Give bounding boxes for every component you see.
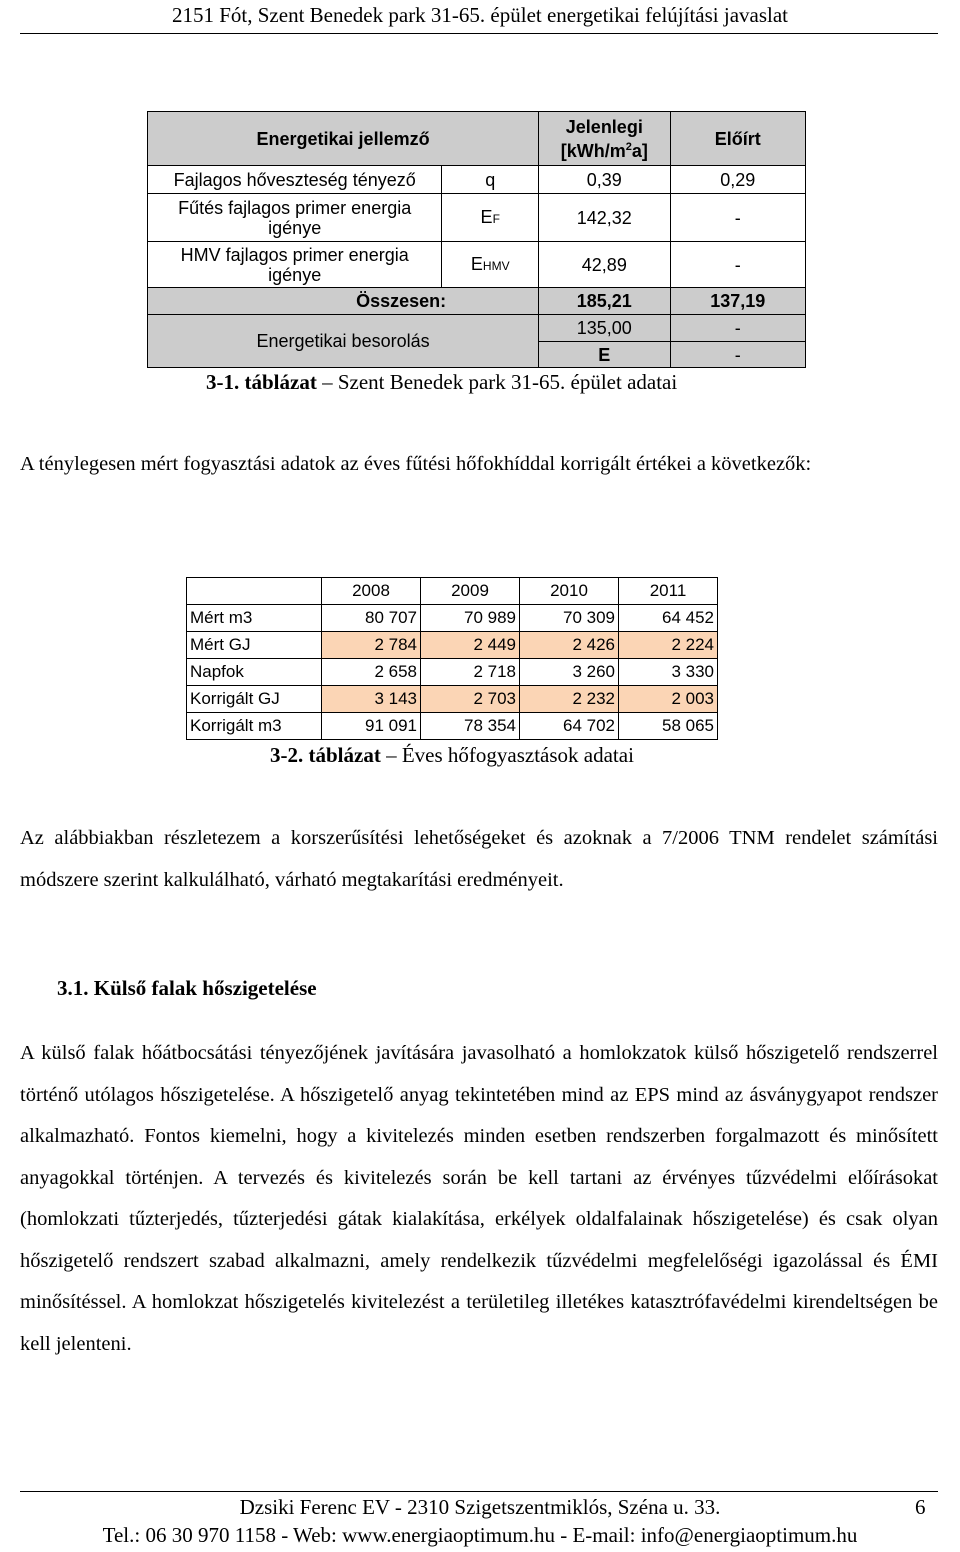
col-current-line1: Jelenlegi bbox=[565, 116, 643, 137]
row-label: Korrigált m3 bbox=[187, 713, 322, 740]
row3-label-l1: HMV fajlagos primer energia bbox=[180, 244, 409, 265]
total-required: 137,19 bbox=[670, 288, 806, 315]
row2-label-l2: igénye bbox=[268, 217, 322, 238]
rating-value1: 135,00 bbox=[539, 315, 670, 342]
table-row bbox=[148, 194, 806, 242]
cell-highlight: 3 143 bbox=[322, 686, 421, 713]
col-header-required: Előírt bbox=[670, 112, 806, 166]
header-divider bbox=[20, 33, 938, 34]
cell: 91 091 bbox=[322, 713, 421, 740]
cell-highlight: 2 784 bbox=[322, 632, 421, 659]
paragraph-intro: A ténylegesen mért fogyasztási adatok az éves fűtési hőfokhíddal korrigált értékei a következők: bbox=[20, 453, 812, 475]
header-empty bbox=[187, 578, 322, 605]
row2-current: 142,32 bbox=[539, 194, 670, 242]
table-row bbox=[148, 315, 806, 342]
caption2-text: Éves hőfogyasztások adatai bbox=[401, 743, 634, 767]
cell: 58 065 bbox=[619, 713, 718, 740]
row3-symbol bbox=[442, 242, 539, 288]
row2-symbol-main: E bbox=[480, 206, 493, 227]
table-row bbox=[187, 686, 718, 713]
cell: 2 658 bbox=[322, 659, 421, 686]
table2-caption bbox=[270, 743, 634, 767]
cell: 2 718 bbox=[421, 659, 520, 686]
row-label: Mért GJ bbox=[187, 632, 322, 659]
caption1-dash: – bbox=[322, 370, 333, 394]
row2-symbol-sub: F bbox=[492, 211, 500, 226]
cell-highlight: 2 003 bbox=[619, 686, 718, 713]
row1-label: Fajlagos hőveszteség tényező bbox=[148, 166, 442, 194]
row1-symbol: q bbox=[442, 166, 539, 194]
cell: 70 309 bbox=[520, 605, 619, 632]
rating-label: Energetikai besorolás bbox=[148, 315, 539, 368]
year-2010: 2010 bbox=[520, 578, 619, 605]
total-current: 185,21 bbox=[539, 288, 670, 315]
cell: 80 707 bbox=[322, 605, 421, 632]
row1-required: 0,29 bbox=[670, 166, 806, 194]
paragraph-methodology: Az alábbiakban részletezem a korszerűsítési lehetőségeket és azoknak a 7/2006 TNM rendelet számítási módszere szerint kalkulálható, várható megtakarítási eredményeit. bbox=[20, 827, 938, 891]
col-current-line2b: a] bbox=[631, 140, 648, 161]
col-label-text: Energetikai jellemző bbox=[256, 128, 430, 149]
cell: 70 989 bbox=[421, 605, 520, 632]
cell: 3 260 bbox=[520, 659, 619, 686]
page-number: 6 bbox=[915, 1495, 926, 1519]
cell-highlight: 2 426 bbox=[520, 632, 619, 659]
footer-contact: Tel.: 06 30 970 1158 - Web: www.energiaoptimum.hu - E-mail: info@energiaoptimum.hu bbox=[102, 1523, 858, 1547]
table-row bbox=[187, 659, 718, 686]
table-row-total bbox=[148, 288, 806, 315]
page-header: 2151 Fót, Szent Benedek park 31-65. épület energetikai felújítási javaslat bbox=[171, 3, 789, 27]
col-header-label bbox=[148, 112, 539, 166]
rating-req1: - bbox=[670, 315, 806, 342]
row-label: Mért m3 bbox=[187, 605, 322, 632]
col-current-line2: [kWh/m bbox=[560, 140, 626, 161]
caption1-number: 3-1. táblázat bbox=[206, 370, 317, 394]
row2-symbol bbox=[442, 194, 539, 242]
cell-highlight: 2 449 bbox=[421, 632, 520, 659]
col-current-sup: 2 bbox=[625, 140, 632, 153]
row3-label-l2: igénye bbox=[268, 264, 322, 285]
table-header-row bbox=[187, 578, 718, 605]
cell-highlight: 2 703 bbox=[421, 686, 520, 713]
row2-required: - bbox=[670, 194, 806, 242]
footer-divider bbox=[20, 1491, 938, 1492]
cell: 64 452 bbox=[619, 605, 718, 632]
heat-consumption-table bbox=[186, 577, 718, 740]
row-label: Napfok bbox=[187, 659, 322, 686]
paragraph-wall-insulation: A külső falak hőátbocsátási tényezőjének javítására javasolható a homlokzatok külső hőszigetelő rendszerrel történő utólagos hőszigetelése. A hőszigetelő anyag tekintetében mind az EPS mind az ásványgyapot rendszer alkalmazható. Fontos kiemelni, hogy a kivitelezés minden esetben rendszerben forgalmazott és minősített anyagokkal történjen. A tervezés és kivitelezés során be kell tartani az érvényes tűzvédelmi előírásokat (homlokzati tűzterjedés, tűzterjedési gátak kialakítása, erkélyek oldalfalainak hőszigetelése) és csak olyan hőszigetelő rendszert szabad alkalmazni, amely rendelkezik tűzvédelmi megfelelőségi igazolással és ÉMI minősítéssel. A homlokzat hőszigetelés kivitelezést a területileg illetékes katasztrófavédelmi kirendeltségen be kell jelenteni. bbox=[20, 1042, 938, 1355]
year-2008: 2008 bbox=[322, 578, 421, 605]
cell: 78 354 bbox=[421, 713, 520, 740]
row3-label bbox=[148, 242, 442, 288]
section-title: 3.1. Külső falak hőszigetelése bbox=[57, 976, 317, 1000]
cell-highlight: 2 224 bbox=[619, 632, 718, 659]
cell: 3 330 bbox=[619, 659, 718, 686]
table-row bbox=[148, 166, 806, 194]
caption2-number: 3-2. táblázat bbox=[270, 743, 381, 767]
row-label: Korrigált GJ bbox=[187, 686, 322, 713]
table-row bbox=[187, 713, 718, 740]
energy-characteristics-table bbox=[147, 111, 806, 368]
table1-caption bbox=[206, 370, 677, 394]
cell-highlight: 2 232 bbox=[520, 686, 619, 713]
cell: 64 702 bbox=[520, 713, 619, 740]
row2-label bbox=[148, 194, 442, 242]
table-row bbox=[187, 632, 718, 659]
total-label: Összesen: bbox=[148, 288, 539, 315]
caption2-dash: – bbox=[386, 743, 397, 767]
rating-req2: - bbox=[670, 342, 806, 368]
row3-symbol-main: E bbox=[470, 253, 483, 274]
row1-current: 0,39 bbox=[539, 166, 670, 194]
row3-symbol-sub: HMV bbox=[482, 258, 510, 273]
footer-address: Dzsiki Ferenc EV - 2310 Szigetszentmiklós, Széna u. 33. bbox=[239, 1495, 721, 1519]
row2-label-l1: Fűtés fajlagos primer energia bbox=[178, 197, 412, 218]
row3-required: - bbox=[670, 242, 806, 288]
year-2011: 2011 bbox=[619, 578, 718, 605]
row3-current: 42,89 bbox=[539, 242, 670, 288]
col-header-current bbox=[539, 112, 670, 166]
table-row bbox=[148, 242, 806, 288]
caption1-text: Szent Benedek park 31-65. épület adatai bbox=[337, 370, 678, 394]
year-2009: 2009 bbox=[421, 578, 520, 605]
table-row bbox=[187, 605, 718, 632]
rating-value2: E bbox=[539, 342, 670, 368]
